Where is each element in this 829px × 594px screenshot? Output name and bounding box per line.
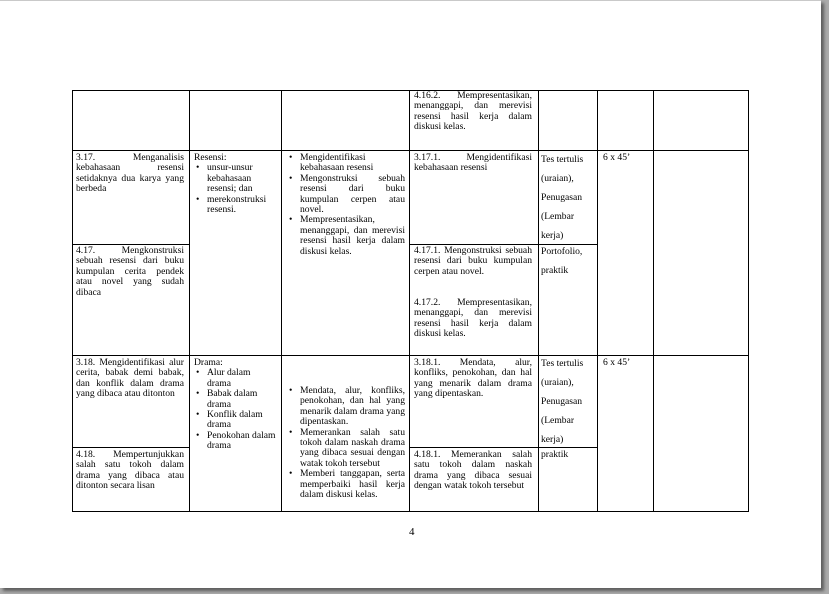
- penilaian-4-18: praktik: [541, 449, 569, 460]
- materi-drama: [194, 358, 276, 452]
- list-item: • Mempresentasikan, menanggapi, dan merevisi resensi hasil kerja dalam diskusi kelas.: [287, 215, 405, 257]
- row-divider: [72, 447, 190, 448]
- table-border-top: [72, 90, 749, 91]
- kegiatan-resensi: [287, 153, 405, 257]
- list-item: • Mengonstruksi sebuah resensi dari buku kumpulan cerpen atau novel.: [287, 174, 405, 216]
- column-divider: [748, 90, 749, 512]
- column-divider: [72, 90, 73, 512]
- list-item: • Penokohan dalam drama: [194, 431, 276, 452]
- indicator-3-18-1: 3.18.1. Mendata, alur, konfliks, penokohan, dan hal yang menarik dalam drama yang dipentaskan.: [414, 357, 532, 400]
- kegiatan-drama: [287, 386, 405, 500]
- list-item: • Mengidentifikasi kebahasaan resensi: [287, 153, 405, 174]
- list-item: • Alur dalam drama: [194, 368, 276, 389]
- indicator-4-17-1: 4.17.1. Mengonstruksi sebuah resensi dari buku kumpulan cerpen atau novel.: [414, 245, 532, 277]
- list-item: • Memberi tanggapan, serta memperbaiki hasil kerja dalam diskusi kelas.: [287, 469, 405, 500]
- row-divider: [72, 355, 749, 356]
- page-edge: [0, 0, 821, 1]
- kd-3-18: 3.18. Mengidentifikasi alur cerita, babak demi babak, dan konflik dalam drama yang dibaca atau ditonton: [76, 357, 184, 400]
- materi-title: Drama:: [194, 357, 223, 368]
- kd-4-17: 4.17. Mengkonstruksi sebuah resensi dari buku kumpulan cerita pendek atau novel yang sudah dibaca: [76, 245, 184, 298]
- column-divider: [538, 90, 539, 512]
- materi-resensi: [194, 153, 276, 215]
- list-item: • unsur-unsur kebahasaan resensi; dan: [194, 163, 276, 194]
- penilaian-3-17: Tes tertulis (uraian), Penugasan (Lembar kerja): [541, 154, 584, 241]
- table-border-bottom: [72, 511, 749, 512]
- indicator-4-18-1: 4.18.1. Memerankan salah satu tokoh dalam naskah drama yang dibaca sesuai dengan watak tokoh tersebut: [414, 449, 532, 492]
- column-divider: [189, 90, 190, 512]
- indicator-4-16-2: 4.16.2. Mempresentasikan, menanggapi, dan merevisi resensi hasil kerja dalam diskusi kelas.: [414, 90, 532, 133]
- kd-4-18: 4.18. Mempertunjukkan salah satu tokoh dalam drama yang dibaca atau ditonton secara lisan: [76, 449, 184, 492]
- list-item: • Konflik dalam drama: [194, 410, 276, 431]
- penilaian-3-18: Tes tertulis (uraian), Penugasan (Lembar kerja): [541, 358, 584, 445]
- indicator-4-17-2: 4.17.2. Mempresentasikan, menanggapi, dan merevisi resensi hasil kerja dalam diskusi kelas.: [414, 297, 532, 340]
- column-divider: [653, 90, 654, 512]
- column-divider: [281, 90, 282, 512]
- kd-3-17: 3.17. Menganalisis kebahasaan resensi setidaknya dua karya yang berbeda: [76, 152, 184, 195]
- indicator-3-17-1: 3.17.1. Mengidentifikasi kebahasaan resensi: [414, 152, 532, 174]
- waktu-3-18: 6 x 45’: [603, 357, 631, 368]
- row-divider: [72, 150, 749, 151]
- column-divider: [409, 90, 410, 512]
- column-divider: [597, 90, 598, 512]
- page-number: 4: [409, 526, 415, 538]
- list-item: • Mendata, alur, konfliks, penokohan, dan hal yang menarik dalam drama yang dipentaskan.: [287, 386, 405, 428]
- waktu-3-17: 6 x 45’: [603, 152, 631, 163]
- list-item: • merekonstruksi resensi.: [194, 195, 276, 216]
- list-item: • Babak dalam drama: [194, 389, 276, 410]
- penilaian-4-17: Portofolio, praktik: [541, 246, 583, 276]
- list-item: • Memerankan salah satu tokoh dalam naskah drama yang dibaca sesuai dengan watak tokoh tersebut: [287, 428, 405, 470]
- materi-title: Resensi:: [194, 152, 227, 163]
